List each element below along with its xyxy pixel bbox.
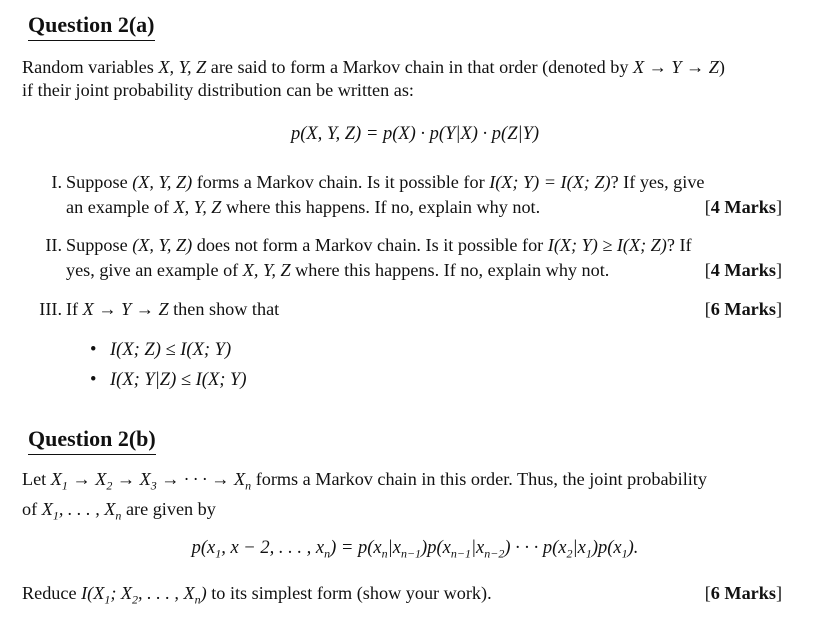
q2b-intro <box>22 468 782 527</box>
marks-label: [4 Marks] <box>704 260 782 280</box>
markov-equation: p(X, Y, Z) = p(X) · p(Y|X) · p(Z|Y) <box>290 124 540 144</box>
q2a-intro-line1: Random variables X, Y, Z are said to form a Markov chain in that order (denoted by X → Y → Z) <box>22 57 725 77</box>
marks-label: [6 Marks] <box>704 299 782 319</box>
item-number: II. <box>45 235 62 255</box>
question-2b-title: Question 2(b) <box>28 426 156 455</box>
joint-probability-equation: $p(x_1$, x − 2, . . . , $x_n) = p(x_n|x_{n-1})p(x_{n-1}|x_{n-2})$ · · · $p(x_2|x_1)p(x_1)$. <box>191 538 639 561</box>
q2a-intro-line2: if their joint probability distribution can be written as: <box>22 80 414 100</box>
bullet-item: • I(X; Y|Z) ≤ I(X; Y) <box>90 370 247 390</box>
item-2-line2: yes, give an example of X, Y, Z where this happens. If no, explain why not. [4 Marks] <box>66 258 782 283</box>
marks-label: [4 Marks] <box>704 197 782 217</box>
document-page: Question 2(a) Random variables X, Y, Z are said to form a Markov chain in that order (denoted by X → Y → Z) if their joint probability distribution can be written as: p(X, Y, Z) = p(X) · p(Y|X) · p(Z|Y) I. Suppose (X, Y, Z) forms a Markov chain. Is it possible for I(X; Y) = I(X; Z)? If yes, give an example of X, Y, Z where this happens. If no, explain why not. [4 Marks] II. Suppose (X, Y, Z) does not form a Markov chain. Is it possible for I(X; Y) ≥ I(X; Z)? If yes, give an example of X, Y, Z where this happens. If no, explain why not. [4 Marks] III. If X → Y → Z then show that [6 Marks] • I(X; Z) ≤ I(X; Y) • I(X; Y|Z) ≤ I(X; Y) Question 2(b) Let $X_1 \to X_2 \to X_3$ → · · · → $X_n$ forms a Markov chain in this order. Thus, the joint probability of $X_1$, . . . , $X_n$ are given by $p(x_1$, x − 2, . . . , $x_n) = p(x_n|x_{n-1})p(x_{n-1}|x_{n-2})$ · · · $p(x_2|x_1)p(x_1)$. Reduce $I(X_1$; $X_2$, . . . , $X_n$) to its simplest form (show your work). [6 Marks] <box>0 0 830 633</box>
item-3-line1: If X → Y → Z then show that [6 Marks] <box>66 297 782 322</box>
q2a-intro <box>22 56 782 102</box>
item-number: III. <box>39 299 62 319</box>
item-number: I. <box>51 172 62 192</box>
item-1-line2: an example of X, Y, Z where this happens. If no, explain why not. [4 Marks] <box>66 195 782 220</box>
q2b-intro-line1: Let $X_1 \to X_2 \to X_3$ → · · · → $X_n$ forms a Markov chain in this order. Thus, the joint probability <box>22 469 707 493</box>
item-1-line1: Suppose (X, Y, Z) forms a Markov chain. Is it possible for I(X; Y) = I(X; Z)? If yes, give <box>66 172 705 192</box>
question-2a-title: Question 2(a) <box>28 12 155 41</box>
bullet-item: • I(X; Z) ≤ I(X; Y) <box>90 340 232 360</box>
q2b-intro-line2: of $X_1$, . . . , $X_n$ are given by <box>22 498 216 523</box>
marks-label: [6 Marks] <box>704 583 782 603</box>
item-2-line1: Suppose (X, Y, Z) does not form a Markov chain. Is it possible for I(X; Y) ≥ I(X; Z)? If <box>66 235 692 255</box>
